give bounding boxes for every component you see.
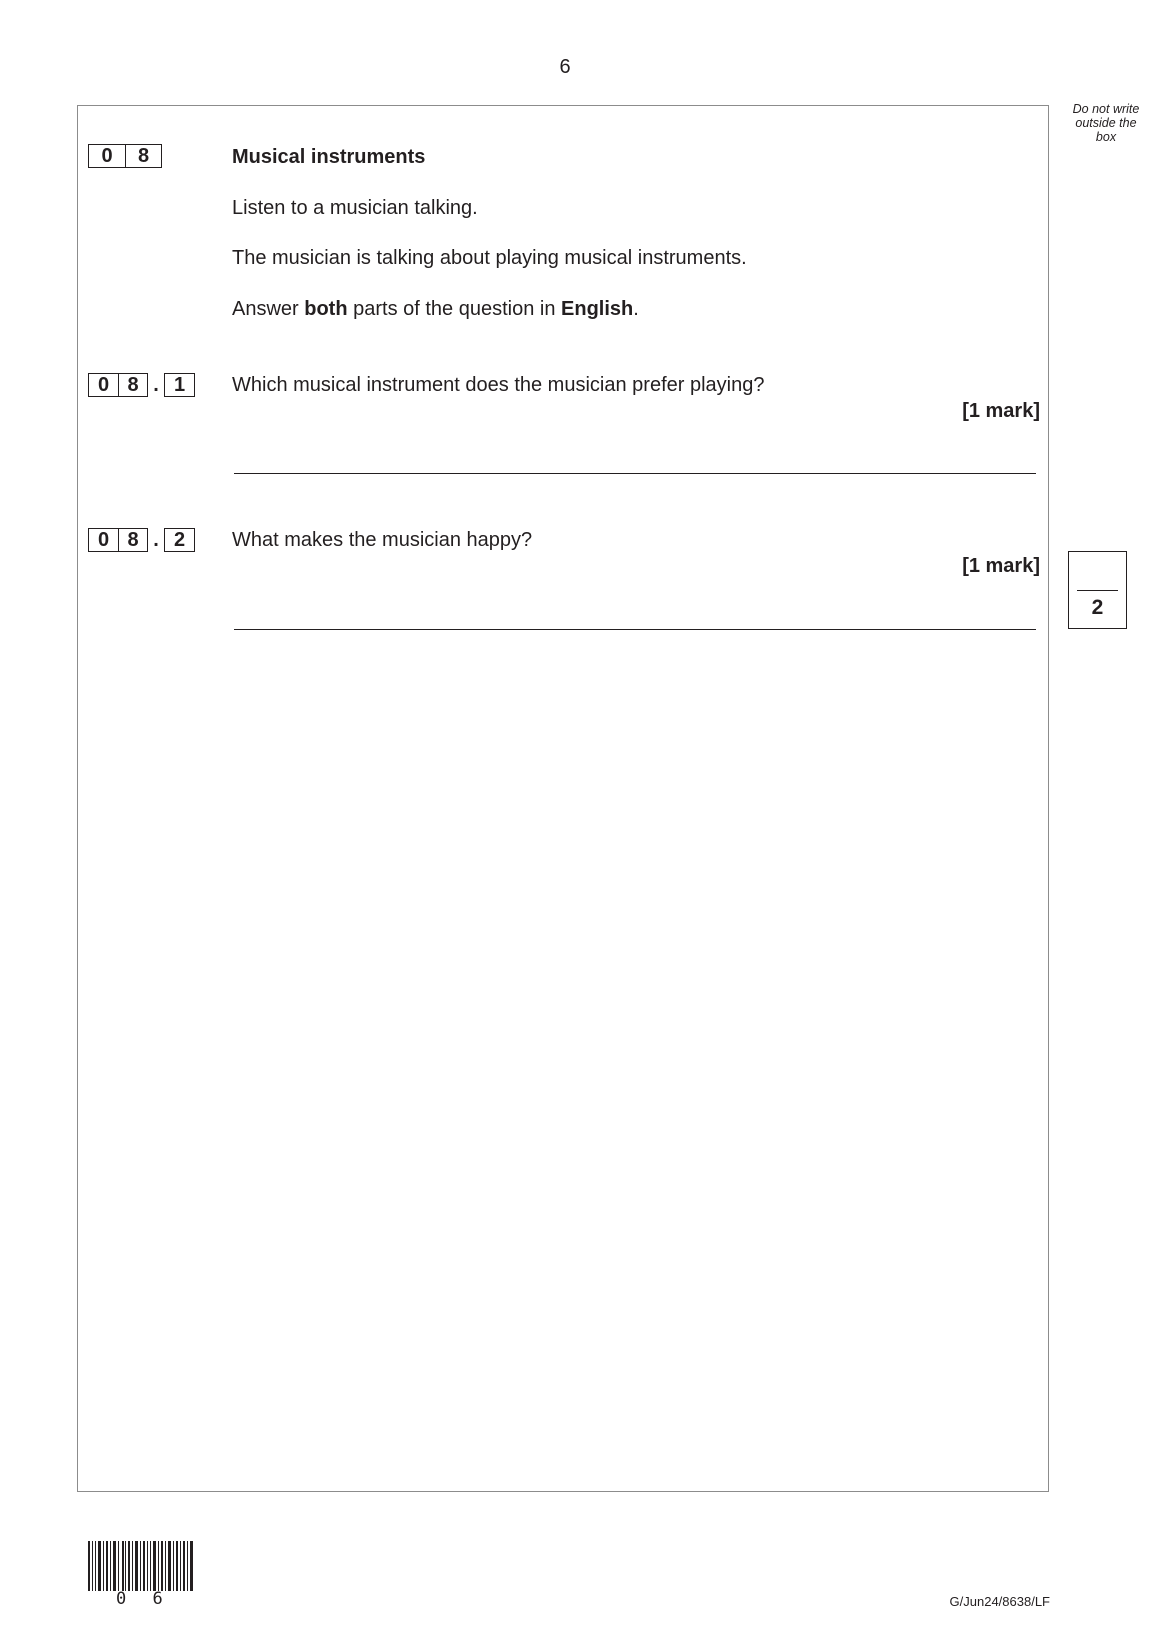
paper-code: G/Jun24/8638/LF xyxy=(949,1594,1050,1609)
part-number-digit: 2 xyxy=(164,528,195,552)
part-number-digit: 8 xyxy=(119,528,148,552)
barcode xyxy=(88,1541,194,1591)
question-number-box xyxy=(88,144,162,168)
part-number-separator: . xyxy=(153,528,159,551)
question-number-digit: 0 xyxy=(88,144,126,168)
part-number-box xyxy=(88,528,195,552)
question-title: Musical instruments xyxy=(232,146,426,168)
instruction-line: Answer both parts of the question in English. xyxy=(232,298,639,320)
examiner-mark-box xyxy=(1068,551,1127,629)
part-number-box xyxy=(88,373,195,397)
instruction-line: Listen to a musician talking. xyxy=(232,197,478,219)
part-number-digit: 0 xyxy=(88,528,119,552)
mark-allocation: [1 mark] xyxy=(962,555,1040,577)
mark-box-rule xyxy=(1077,590,1118,591)
part-number-digit: 0 xyxy=(88,373,119,397)
answer-line[interactable] xyxy=(234,629,1036,630)
part-question-text: Which musical instrument does the musician prefer playing? xyxy=(232,374,765,396)
part-number-digit: 1 xyxy=(164,373,195,397)
part-number-digit: 8 xyxy=(119,373,148,397)
part-question-text: What makes the musician happy? xyxy=(232,529,533,551)
margin-note: Do not write outside the box xyxy=(1072,102,1140,144)
question-number-digit: 8 xyxy=(126,144,162,168)
part-number-separator: . xyxy=(153,373,159,396)
page-number: 6 xyxy=(559,56,571,78)
mark-allocation: [1 mark] xyxy=(962,400,1040,422)
instruction-line: The musician is talking about playing musical instruments. xyxy=(232,247,747,269)
answer-line[interactable] xyxy=(234,473,1036,474)
mark-box-total: 2 xyxy=(1091,596,1104,619)
barcode-digits: 0 6 xyxy=(116,1589,171,1609)
